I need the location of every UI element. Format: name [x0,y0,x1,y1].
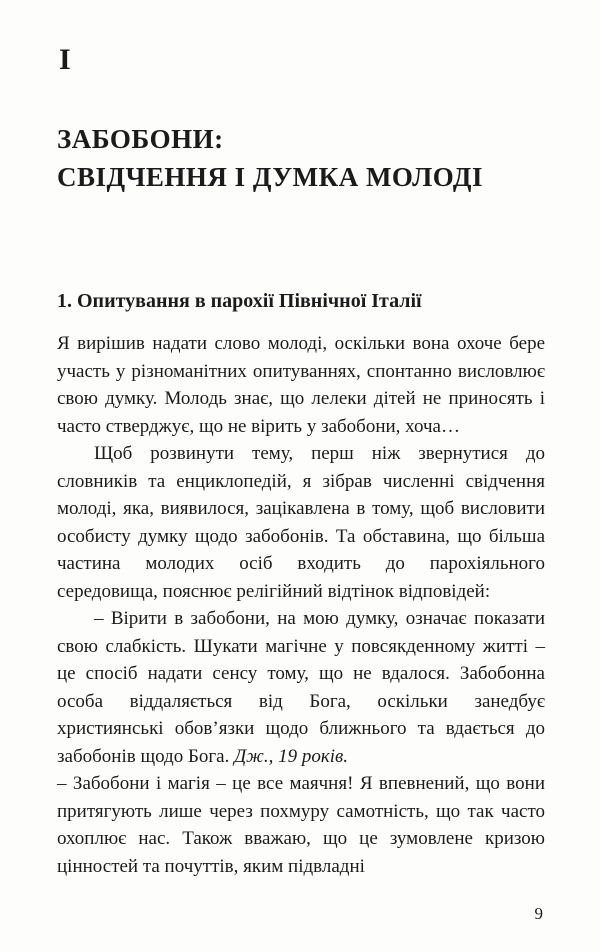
chapter-numeral: I [59,43,71,76]
paragraph-survey-text: Щоб розвинути тему, перш ніж звернутися до словників та енциклопедій, я зібрав численні свідчення молоді, яка, виявилося, зацікавлена в тому, щоб висловити особисту думку щодо забобонів. Та обставина, що більша частина молодих осіб входить до парохіяльного середовища, пояснює релігійний відтінок відповідей: [57,443,545,602]
paragraph-intro-text: Я вирішив надати слово молоді, оскільки вона охоче бере участь у різноманітних опитуваннях, спонтанно висловлює свою думку. Молодь знає, що лелеки дітей не приносять і часто стверджує, що не вірить у забобони, хоча… [57,333,545,437]
paragraph-survey [57,440,545,605]
quote-1-signature: Дж., 19 років. [234,745,349,767]
paragraph-quote-1 [57,605,545,770]
paragraph-quote-2 [57,770,545,880]
body-text [57,330,545,880]
chapter-title-line1: ЗАБОБОНИ: [57,124,224,154]
paragraph-quote-1-text: – Вірити в забобони, на мою думку, означає показати свою слабкість. Шукати магічне у повсякденному житті – це спосіб надати сенсу тому, що не вдалося. Забобонна особа віддаляється від Бога, оскільки занедбує християнські обов’язки щодо ближнього та вдається до забобонів щодо Бога. [57,608,545,767]
chapter-title-line2: СВІДЧЕННЯ І ДУМКА МОЛОДІ [57,162,483,192]
chapter-title [57,120,545,196]
paragraph-quote-2-text: – Забобони і магія – це все маячня! Я впевнений, що вони притягують лише через похмуру самотність, що так часто охоплює нас. Також вважаю, що це зумовлене кризою цінностей та почуттів, яким підвладні [57,773,545,877]
page-number: 9 [534,904,543,923]
section-heading: 1. Опитування в парохії Північної Італії [57,290,422,312]
paragraph-intro [57,330,545,440]
